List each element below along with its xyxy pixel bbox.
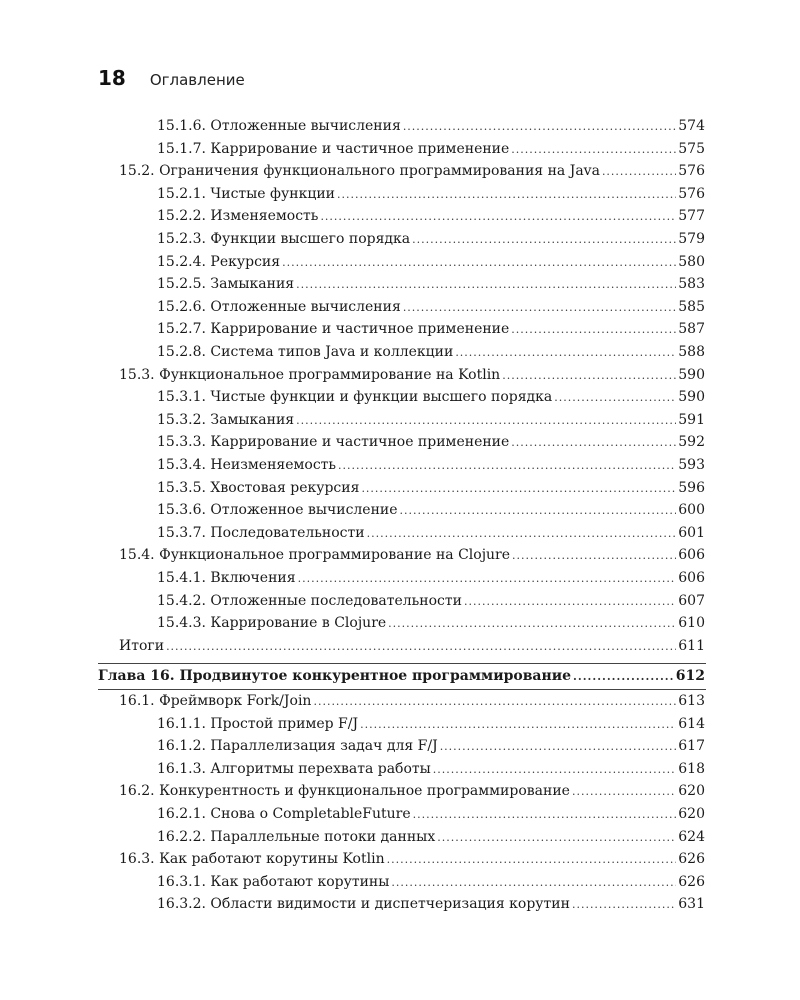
toc-entry-page: 607 <box>678 592 705 609</box>
dot-leader <box>433 763 676 776</box>
dot-leader <box>298 572 677 585</box>
dot-leader <box>361 482 676 495</box>
toc-entry-page: 590 <box>678 366 705 383</box>
toc-entry-title: 15.4.1. Включения <box>157 570 296 586</box>
toc-entry-title: 15.2.6. Отложенные вычисления <box>157 298 401 315</box>
toc-entry-title: 15.4.3. Каррирование в Clojure <box>157 615 387 632</box>
toc-entry-page: 620 <box>678 783 705 800</box>
toc-entry-page: 579 <box>678 231 705 247</box>
toc-entry-page: 631 <box>678 896 705 913</box>
toc-entry[interactable] <box>157 389 705 405</box>
toc-entry[interactable] <box>119 547 705 563</box>
toc-entry[interactable] <box>157 874 705 890</box>
toc-entry-page: 601 <box>678 524 705 541</box>
dot-leader <box>313 695 676 708</box>
toc-entry-title: 15.3.5. Хвостовая рекурсия <box>157 479 360 496</box>
dot-leader <box>413 808 677 821</box>
dot-leader <box>338 459 676 472</box>
dot-leader <box>511 436 676 449</box>
toc-entry-page: 624 <box>678 828 705 845</box>
chapter-rule <box>98 663 706 664</box>
toc-entry-title: 15.2.3. Функции высшего порядка <box>157 231 411 247</box>
dot-leader <box>464 595 676 608</box>
toc-entry[interactable] <box>157 761 705 777</box>
dot-leader <box>282 256 676 269</box>
dot-leader <box>572 898 676 911</box>
toc-entry[interactable] <box>157 615 705 631</box>
dot-leader <box>412 233 676 246</box>
toc-entry-page: 587 <box>678 321 705 338</box>
toc-entry[interactable] <box>157 502 705 518</box>
toc-entry-title: 16.2.2. Параллельные потоки данных <box>157 828 436 845</box>
toc-entry-title: 16.1.3. Алгоритмы перехвата работы <box>157 760 431 777</box>
toc-entry[interactable] <box>119 693 705 709</box>
page-number: 18 <box>98 66 126 90</box>
toc-entry[interactable] <box>157 570 705 586</box>
toc-entry-title: 15.2.5. Замыкания <box>157 276 295 293</box>
toc-entry-title: 16.2. Конкурентность и функциональное программирование <box>119 783 570 800</box>
toc-entry-title: 15.3. Функциональное программирование на Kotlin <box>119 366 501 383</box>
toc-entry[interactable] <box>157 344 705 360</box>
dot-leader <box>296 414 676 427</box>
toc-entry[interactable] <box>157 254 705 270</box>
toc-entry[interactable] <box>157 457 705 473</box>
toc-entry-page: 626 <box>678 851 705 868</box>
dot-leader <box>511 323 676 336</box>
toc-entry-page: 585 <box>678 298 705 315</box>
dot-leader <box>455 346 676 359</box>
toc-entry-title: 16.2.1. Снова о CompletableFuture <box>157 806 411 822</box>
toc-entry[interactable] <box>157 299 705 315</box>
toc-entry-title: 16.3. Как работают корутины Kotlin <box>119 851 385 868</box>
toc-entry-title: 15.3.3. Каррирование и частичное применение <box>157 434 510 451</box>
toc-entry-title: 15.4.2. Отложенные последовательности <box>157 592 462 609</box>
dot-leader <box>502 369 676 382</box>
toc-entry[interactable] <box>157 141 705 157</box>
toc-entry[interactable] <box>157 829 705 845</box>
toc-entry-page: 576 <box>678 185 705 202</box>
chapter-rule <box>98 689 706 690</box>
dot-leader <box>387 853 677 866</box>
toc-entry-page: 606 <box>678 570 705 586</box>
dot-leader <box>400 504 677 517</box>
toc-entry-title: 15.1.7. Каррирование и частичное применение <box>157 140 510 157</box>
toc-entry-title: 15.2.4. Рекурсия <box>157 253 281 270</box>
toc-entry[interactable] <box>119 367 705 383</box>
toc-entry-page: 596 <box>678 479 705 496</box>
toc-entry-title: 15.2.8. Система типов Java и коллекции <box>157 344 454 360</box>
toc-entry-page: 588 <box>678 344 705 360</box>
toc-entry[interactable] <box>119 638 705 654</box>
dot-leader <box>296 278 676 291</box>
toc-entry[interactable] <box>157 186 705 202</box>
toc-entry[interactable] <box>157 276 705 292</box>
toc-entry-page: 626 <box>678 873 705 890</box>
toc-entry[interactable] <box>157 738 705 754</box>
toc-entry-page: 617 <box>678 738 705 755</box>
toc-entry-title: 16.1.1. Простой пример F/J <box>157 715 359 732</box>
toc-entry-page: 612 <box>675 668 705 685</box>
toc-entry-page: 613 <box>678 693 705 709</box>
toc-entry[interactable] <box>157 434 705 450</box>
toc-entry-title: 15.1.6. Отложенные вычисления <box>157 118 401 134</box>
toc-entry[interactable] <box>119 851 705 867</box>
toc-entry-page: 591 <box>678 411 705 428</box>
toc-entry-title: 16.3.1. Как работают корутины <box>157 873 390 890</box>
dot-leader <box>512 549 676 562</box>
toc-entry[interactable] <box>157 525 705 541</box>
toc-entry-title: 15.2.2. Изменяемость <box>157 208 319 225</box>
toc-entry-page: 590 <box>678 389 705 406</box>
toc-entry[interactable] <box>157 480 705 496</box>
dot-leader <box>437 831 676 844</box>
dot-leader <box>403 301 676 314</box>
toc-entry-page: 575 <box>678 140 705 157</box>
toc-entry-title: 16.3.2. Области видимости и диспетчеризация корутин <box>157 896 570 913</box>
toc-entry-page: 580 <box>678 253 705 270</box>
dot-leader <box>360 718 676 731</box>
toc-entry-title: 15.3.2. Замыкания <box>157 411 295 428</box>
toc-entry-page: 592 <box>678 434 705 451</box>
dot-leader <box>388 617 676 630</box>
toc-entry-page: 600 <box>678 502 705 519</box>
toc-entry-page: 618 <box>678 760 705 777</box>
toc-entry[interactable] <box>119 163 705 179</box>
dot-leader <box>337 188 676 201</box>
dot-leader <box>572 785 676 798</box>
dot-leader <box>554 391 676 404</box>
toc-entry[interactable] <box>157 321 705 337</box>
toc-entry-title: Итоги <box>119 637 165 654</box>
toc-entry-title: 15.3.7. Последовательности <box>157 524 365 541</box>
toc-entry[interactable] <box>157 716 705 732</box>
dot-leader <box>511 143 676 156</box>
toc-entry-page: 583 <box>678 276 705 293</box>
toc-entry-title: 15.2. Ограничения функционального программирования на Java <box>119 163 600 180</box>
toc-entry-title: Глава 16. Продвинутое конкурентное программирование <box>98 668 572 685</box>
section-title: Оглавление <box>149 71 245 89</box>
toc-entry[interactable] <box>157 208 705 224</box>
dot-leader <box>166 640 676 653</box>
toc-entry-page: 593 <box>678 457 705 473</box>
toc-entry-page: 574 <box>678 118 705 134</box>
toc-entry-page: 576 <box>678 163 705 180</box>
toc-chapter-entry[interactable] <box>98 668 705 684</box>
toc-entry-title: 15.2.7. Каррирование и частичное применение <box>157 321 510 338</box>
toc-entry-page: 606 <box>678 547 705 564</box>
toc-entry-title: 15.3.1. Чистые функции и функции высшего порядка <box>157 389 553 406</box>
toc-entry-page: 614 <box>678 715 705 732</box>
toc-entry[interactable] <box>157 118 705 134</box>
toc-entry-title: 16.1.2. Параллелизация задач для F/J <box>157 738 438 755</box>
toc-entry-page: 611 <box>678 637 705 654</box>
dot-leader <box>367 527 677 540</box>
dot-leader <box>391 876 676 889</box>
dot-leader <box>320 210 676 223</box>
toc-entry[interactable] <box>157 806 705 822</box>
toc-entry[interactable] <box>157 896 705 912</box>
dot-leader <box>602 165 676 178</box>
toc-entry-page: 610 <box>678 615 705 632</box>
toc-entry-page: 620 <box>678 806 705 822</box>
toc-entry[interactable] <box>119 783 705 799</box>
toc-entry-title: 15.3.4. Неизменяемость <box>157 457 337 473</box>
toc-entry-page: 577 <box>678 208 705 225</box>
toc-entry[interactable] <box>157 412 705 428</box>
dot-leader <box>440 740 677 753</box>
toc-entry-title: 15.3.6. Отложенное вычисление <box>157 502 398 519</box>
toc-entry[interactable] <box>157 593 705 609</box>
toc-entry-title: 15.4. Функциональное программирование на Clojure <box>119 547 511 564</box>
toc-entry-title: 16.1. Фреймворк Fork/Join <box>119 693 312 709</box>
dot-leader <box>403 120 676 133</box>
toc-entry[interactable] <box>157 231 705 247</box>
dot-leader <box>573 670 674 683</box>
toc-entry-title: 15.2.1. Чистые функции <box>157 185 335 202</box>
